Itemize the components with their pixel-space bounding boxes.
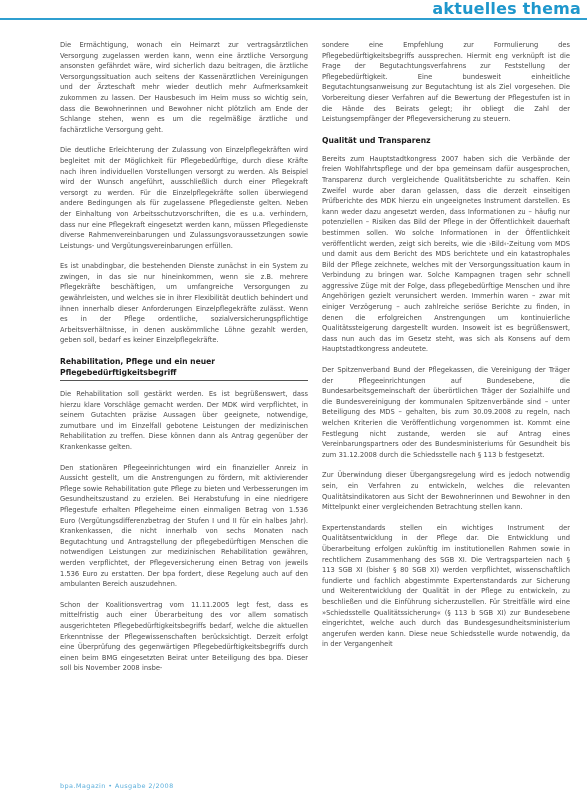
paragraph: Bereits zum Hauptstadtkongress 2007 haben sich die Verbände der freien Wohlfahrtspflege und der bpa gemeinsam dafür ausgesprochen, Transparenz durch vergleichende Qualitätsberichte zu schaffen. Kein Zweifel wurde aber daran gelassen, dass die derzeit einseitigen Prüfberichte des MDK hierzu ein ungeeignetes Instrument darstellen. Es kann weder dazu angesetzt werden, dass Informationen zu – häufig nur potenziellen – Risiken das Bild der Pflege in der Öffentlichkeit dauerhaft bestimmen sollen. Wo solche Informationen in der Öffentlichkeit veröffentlicht werden, zeigt sich bereits, wie die ›Bild‹-Zeitung vom MDS und damit aus dem Bericht des MDS berichtete und ein katastrophales Bild der Pflege zeichnete, welches mit der Versorgungssituation kaum in Verbindung zu bringen war. Solche Kampagnen tragen sehr schnell aggressive Züge mit der Folge, dass pflegebedürftige Menschen und ihre Angehörigen gezielt verunsichert werden. Immerhin waren – zwar mit einiger Verzögerung – auch zahlreiche seriöse Berichte zu finden, in denen die erfolgreichen Anstrengungen um kontinuierliche Qualitätssteigerung dargestellt wurden. Insoweit ist es begrüßenswert, dass nun auch das im Gesetz steht, was sich als Konsens auf dem Hauptstadtkongress andeutete. xyxy=(322,154,570,354)
left-column xyxy=(60,40,308,768)
article-body xyxy=(60,40,571,768)
header-rule xyxy=(0,18,587,20)
paragraph: Die Rehabilitation soll gestärkt werden. Es ist begrüßenswert, dass hierzu klare Vorschläge gemacht werden. Der MDK wird verpflichtet, in seinem Gutachten präzise Aussagen über geeignete, notwendige, zumutbare und im Einzelfall gebotene Leistungen der medizinischen Rehabilitation zu treffen. Diese können dann als Antrag gegenüber der Krankenkasse gelten. xyxy=(60,390,308,451)
paragraph: Die deutliche Erleichterung der Zulassung von Einzelpflegekräften wird begleitet mit der Möglichkeit für Pflegebedürftige, durch diese Kräfte nach ihren individuellen Vorstellungen versorgt zu werden. Als Beispiel wird der Wunsch angeführt, ausschließlich durch einer Pflegekraft versorgt zu werden. Für die Einzelpflegekräfte sollen überwiegend andere Bedingungen als für zugelassene Pflegedienste gelten. Neben der Einhaltung von Arbeitsschutzvorschriften, die es u.a. verhindern, dass nur eine Pflegekraft eingesetzt werden kann, müssen Pflegedienste diverse Rahmenvereinbarungen und Zulassungsvoraussetzungen sowie Leistungs- und Vergütungsvereinbarungen erfüllen. xyxy=(60,146,308,250)
paragraph: Der Spitzenverband Bund der Pflegekassen, die Vereinigung der Träger der Pflegeeinrichtungen auf Bundesebene, die Bundesarbeitsgemeinschaft der überörtlichen Träger der Sozialhilfe und die Bundesvereinigung der kommunalen Spitzenverbände sind – unter Beteiligung des MDS – gehalten, bis zum 30.09.2008 zu regeln, nach welchen Kriterien die Veröffentlichung vorgenommen ist. Kommt eine Festlegung nicht zustande, werden sie auf Antrag eines Vereinbarungspartners oder des Bundesministeriums für Gesundheit bis zum 31.12.2008 durch die Schiedsstelle nach § 113 b festgesetzt. xyxy=(322,366,570,459)
section-heading: Qualität und Transparenz xyxy=(322,135,431,145)
paragraph: Die Ermächtigung, wonach ein Heimarzt zur vertragsärztlichen Versorgung zugelassen werden kann, wenn eine ärztliche Versorgung ansonsten gefährdet wäre, wird sicherlich dazu beitragen, die ärztliche Versorgungssituation auch seitens der Kassenärztlichen Vereinigungen und der Ärzteschaft mehr wieder deutlich mehr Aufmerksamkeit zukommen zu lassen. Der Hausbesuch im Heim muss so wichtig sein, dass die Bewohnerinnen und Bewohner nicht plötzlich am Ende der Schlange stehen, wenn es um die regelmäßige ärztliche und fachärztliche Versorgung geht. xyxy=(60,41,308,134)
paragraph: Zur Überwindung dieser Übergangsregelung wird es jedoch notwendig sein, ein Verfahren zu entwickeln, welches die relevanten Qualitätsindikatoren aus Sicht der Bewohnerinnen und Bewohner in den Mittelpunkt einer vergleichenden Betrachtung stellen kann. xyxy=(322,471,570,512)
paragraph: Den stationären Pflegeeinrichtungen wird ein finanzieller Anreiz in Aussicht gestellt, um die Anstrengungen zu fördern, mit aktivierender Pflege sowie Rehabilitation gute Pflege zu bieten und Verbesserungen im Gesundheitszustand zu erzielen. Bei Herabstufung in eine niedrigere Pflegestufe erhalten Pflegeheime einen einmaligen Betrag von 1.536 Euro (Vergütungsdifferenzbetrag der Stufen I und II für ein halbes Jahr). Krankenkassen, die nicht innerhalb von sechs Monaten nach Begutachtung und Antragstellung der pflegebedürftigen Menschen die notwendigen Leistungen zur medizinischen Rehabilitation gewähren, werden verpflichtet, der Pflegeversicherung einen Betrag von jeweils 1.536 Euro zu erstatten. Der bpa fordert, diese Regelung auch auf den ambulanten Bereich auszudehnen. xyxy=(60,463,308,589)
paragraph: Es ist unabdingbar, die bestehenden Dienste zunächst in ein System zu zwingen, in das sie nur hineinkommen, wenn sie z.B. mehrere Pflegekräfte beschäftigen, um umfangreiche Versorgungen zu gewährleisten, und welches sie in ihrer Flexibilität deutlich behindert und ihnen innerhalb dieser Anforderungen Einzelpflegekräfte zulässt. Wenn es in der Pflege ordentliche, sozialversicherungspflichtige Arbeitsverhältnisse, in denen auskömmliche Löhne gezahlt werden, geben soll, bedarf es keiner Einzelpflegekräfte. xyxy=(60,262,308,345)
paragraph: Schon der Koalitionsvertrag vom 11.11.2005 legt fest, dass es mittelfristig auch einer Überarbeitung des vor allem somatisch ausgerichteten Pflegebedürftigkeitsbegriffs bedarf, welche die aktuellen Erkenntnisse der Pflegewissenschaften berücksichtigt. Derzeit erfolgt eine Überprüfung des gegenwärtigen Pflegebedürftigkeitsbegriffs durch einen beim BMG eingesetzten Beirat unter Beteiligung des bpa. Dieser soll bis November 2008 insbe- xyxy=(60,600,308,673)
page-footer: bpa.Magazin • Ausgabe 2/2008 xyxy=(60,782,174,790)
paragraph: Expertenstandards stellen ein wichtiges Instrument der Qualitätsentwicklung in der Pflege dar. Die Entwicklung und Überarbeitung erfolgen zukünftig im institutionellen Rahmen sowie in rechtlichem Zusammenhang des SGB XI. Die Vertragsparteien nach § 113 SGB XI (bisher § 80 SGB XI) werden verpflichtet, wissenschaftlich fundierte und fachlich abgestimmte Expertenstandards zur Sicherung und Weiterentwicklung der Qualität in der Pflege zu entwickeln, zu beschließen und die Einführung sicherzustellen. Für Streitfälle wird eine »Schiedsstelle Qualitätssicherung« (§ 113 b SGB XI) zur Bundesebene eingerichtet, welche auch durch das Bundesgesundheitsministerium angerufen werden kann. Diese neue Schiedsstelle wurde notwendig, da in der Vergangenheit xyxy=(322,523,570,649)
section-heading: Rehabilitation, Pflege und ein neuer Pflegebedürftigkeitsbegriff xyxy=(60,356,308,381)
section-label: aktuelles thema xyxy=(432,0,581,18)
paragraph: sondere eine Empfehlung zur Formulierung des Pflegebedürftigkeitsbegriffs aussprechen. Hiermit eng verknüpft ist die Frage der Begutachtungsverfahrens zur Feststellung der Pflegebedürftigkeit. Eine bundesweit einheitliche Begutachtungsanweisung zur Begutachtung ist als Ziel vorgesehen. Die Vorbereitung dieser Verfahren auf die Bewertung der Pflegestufen ist in die Hände des Beirats gelegt; ihr obliegt die Zahl der Leistungsempfänger der Pflegeversicherung zu steuern. xyxy=(322,41,570,124)
right-column xyxy=(322,40,570,768)
